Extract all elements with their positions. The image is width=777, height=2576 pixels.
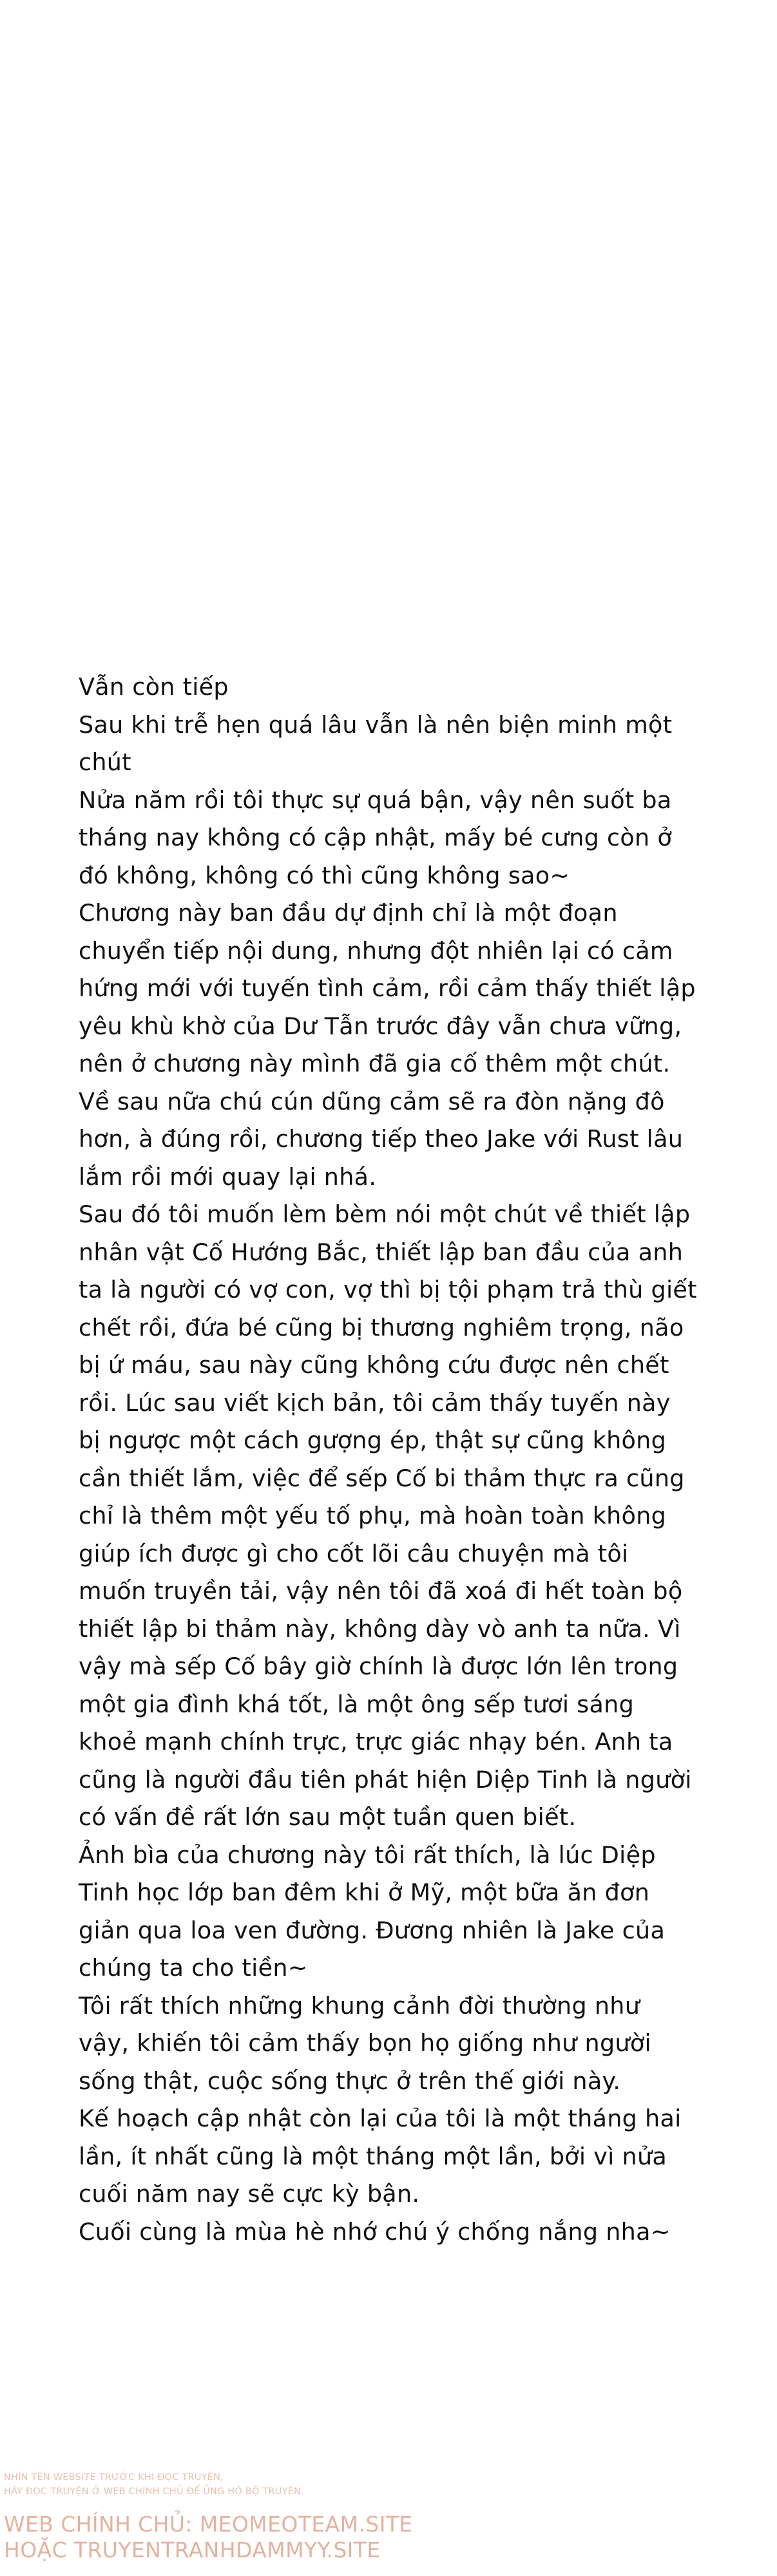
author-note: [79, 668, 697, 2251]
watermark-site-line-2: HOẶC TRUYENTRANHDAMMYY.SITE: [4, 2537, 381, 2562]
watermark-site-line-1: WEB CHÍNH CHỦ: MEOMEOTEAM.SITE: [4, 2512, 413, 2537]
note-paragraph-apology: Sau khi trễ hẹn quá lâu vẫn là nên biện minh một chút: [79, 710, 673, 776]
watermark-notice-line-1: NHÌN TÊN WEBSITE TRƯỚC KHI ĐỌC TRUYỆN,: [4, 2472, 224, 2483]
note-paragraph-chapter-plan: Chương này ban đầu dự định chỉ là một đoạn chuyển tiếp nội dung, nhưng đột nhiên lại có cảm hứng mới với tuyến tình cảm, rồi cảm thấy thiết lập yêu khù khờ của Dư Tẫn trước đây vẫn chưa vững, nên ở chương này mình đã gia cố thêm một chút.: [79, 899, 696, 1077]
note-paragraph-continued: Vẫn còn tiếp: [79, 673, 229, 701]
note-paragraph-character-setting: Sau đó tôi muốn lèm bèm nói một chút về thiết lập nhân vật Cố Hướng Bắc, thiết lập ban đầu của anh ta là người có vợ con, vợ thì bị tội phạm trả thù giết chết rồi, đứa bé cũng bị thương nghiêm trọng, não bị ứ máu, sau này cũng không cứu được nên chết rồi. Lúc sau viết kịch bản, tôi cảm thấy tuyến này bị ngược một cách gượng ép, thật sự cũng không cần thiết lắm, việc để sếp Cố bi thảm thực ra cũng chỉ là thêm một yếu tố phụ, mà hoàn toàn không giúp ích được gì cho cốt lõi câu chuyện mà tôi muốn truyền tải, vậy nên tôi đã xoá đi hết toàn bộ thiết lập bi thảm này, không dày vò anh ta nữa. Vì vậy mà sếp Cố bây giờ chính là được lớn lên trong một gia đình khá tốt, là một ông sếp tươi sáng khoẻ mạnh chính trực, trực giác nhạy bén. Anh ta cũng là người đầu tiên phát hiện Diệp Tinh là người có vấn đề rất lớn sau một tuần quen biết.: [79, 1200, 697, 1831]
note-paragraph-update-schedule: Kế hoạch cập nhật còn lại của tôi là một tháng hai lần, ít nhất cũng là một tháng một lần, bởi vì nửa cuối năm nay sẽ cực kỳ bận.: [79, 2105, 682, 2208]
note-paragraph-everyday-scenes: Tôi rất thích những khung cảnh đời thường như vậy, khiến tôi cảm thấy bọn họ giống như người sống thật, cuộc sống thực ở trên thế giới này.: [79, 1991, 651, 2095]
note-paragraph-closing: Cuối cùng là mùa hè nhớ chú ý chống nắng nha~: [79, 2217, 671, 2246]
site-watermark: [4, 2470, 584, 2563]
note-paragraph-next-chapter: Về sau nữa chú cún dũng cảm sẽ ra đòn nặng đô hơn, à đúng rồi, chương tiếp theo Jake với Rust lâu lắm rồi mới quay lại nhá.: [79, 1087, 684, 1191]
watermark-notice-line-2: HÃY ĐỌC TRUYỆN Ở WEB CHÍNH CHỦ ĐỂ ỦNG HỘ BỘ TRUYỆN.: [4, 2486, 304, 2497]
note-paragraph-cover-art: Ảnh bìa của chương này tôi rất thích, là lúc Diệp Tinh học lớp ban đêm khi ở Mỹ, một bữa ăn đơn giản qua loa ven đường. Đương nhiên là Jake của chúng ta cho tiền~: [79, 1841, 666, 1982]
note-paragraph-busy: Nửa năm rồi tôi thực sự quá bận, vậy nên suốt ba tháng nay không có cập nhật, mấy bé cưng còn ở đó không, không có thì cũng không sao~: [79, 786, 673, 889]
